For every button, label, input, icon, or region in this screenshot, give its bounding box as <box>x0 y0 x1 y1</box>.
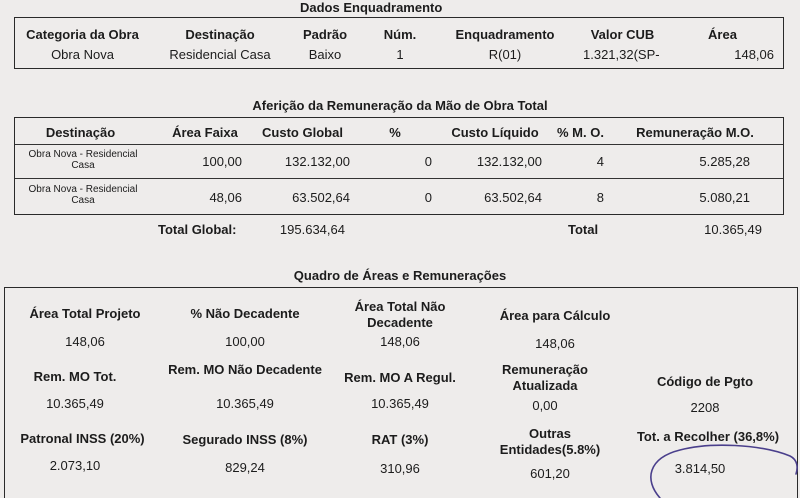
header-padrao: Padrão <box>302 27 348 42</box>
total-global-value: 195.634,64 <box>279 222 345 237</box>
remuneracao-atualizada-value: 0,00 <box>532 398 558 413</box>
tot-recolher-value: 3.814,50 <box>674 461 726 476</box>
value-area: 148,06 <box>734 47 774 62</box>
remuneracao-atualizada-label-line2: Atualizada <box>512 378 578 393</box>
rem-mo-tot-value: 10.365,49 <box>46 396 104 411</box>
row2-custo-global: 63.502,64 <box>292 190 350 205</box>
codigo-pgto-value: 2208 <box>690 400 720 415</box>
segurado-inss-label: Segurado INSS (8%) <box>182 432 308 447</box>
header-destinacao: Destinação <box>185 27 255 42</box>
section-title-afericao: Aferição da Remuneração da Mão de Obra Total <box>252 98 548 113</box>
rem-mo-regul-label: Rem. MO A Regul. <box>344 370 456 385</box>
afericao-header-divider <box>15 144 783 145</box>
header-enquadramento: Enquadramento <box>455 27 555 42</box>
value-destinacao: Residencial Casa <box>169 47 271 62</box>
header-percent: % <box>389 125 401 140</box>
header-custo-liquido: Custo Líquido <box>451 125 539 140</box>
value-num: 1 <box>396 47 404 62</box>
value-padrao: Baixo <box>308 47 342 62</box>
area-calculo-value: 148,06 <box>535 336 575 351</box>
tot-recolher-label: Tot. a Recolher (36,8%) <box>636 429 780 444</box>
header-valor-cub: Valor CUB <box>590 27 655 42</box>
header-categoria-da-obra: Categoria da Obra <box>26 27 139 42</box>
row2-remuneracao-mo: 5.080,21 <box>699 190 750 205</box>
row2-destinacao-line1: Obra Nova - Residencial <box>28 184 138 195</box>
value-categoria-da-obra: Obra Nova <box>51 47 114 62</box>
row1-custo-global: 132.132,00 <box>284 154 350 169</box>
codigo-pgto-label: Código de Pgto <box>656 374 754 389</box>
header-area-faixa: Área Faixa <box>172 125 238 140</box>
rat-value: 310,96 <box>380 461 420 476</box>
nao-decadente-value: 100,00 <box>225 334 265 349</box>
pen-circle-annotation <box>640 440 800 498</box>
rem-mo-tot-label: Rem. MO Tot. <box>33 369 117 384</box>
row2-custo-liquido: 63.502,64 <box>484 190 542 205</box>
area-total-projeto-label: Área Total Projeto <box>29 306 141 321</box>
header-destinacao-2: Destinação <box>45 125 116 140</box>
afericao-row-divider <box>15 178 783 179</box>
row1-custo-liquido: 132.132,00 <box>476 154 542 169</box>
outras-entidades-value: 601,20 <box>530 466 570 481</box>
remuneracao-atualizada-label-line1: Remuneração <box>502 362 588 377</box>
outras-entidades-label-line2: Entidades(5.8%) <box>499 442 601 457</box>
header-remuneracao-mo: Remuneração M.O. <box>636 125 754 140</box>
row1-percent-mo: 4 <box>596 154 604 169</box>
nao-decadente-label: % Não Decadente <box>190 306 300 321</box>
section-title-quadro-areas: Quadro de Áreas e Remunerações <box>293 268 507 283</box>
section-title-dados-enquadramento: Dados Enquadramento <box>300 0 443 15</box>
area-total-nao-decadente-value: 148,06 <box>380 334 420 349</box>
total-label: Total <box>568 222 599 237</box>
area-calculo-label: Área para Cálculo <box>499 308 611 323</box>
row2-percent-mo: 8 <box>596 190 604 205</box>
row2-destinacao-line2: Casa <box>71 195 95 206</box>
area-total-projeto-value: 148,06 <box>65 334 105 349</box>
row1-destinacao-line1: Obra Nova - Residencial <box>28 149 138 160</box>
patronal-inss-value: 2.073,10 <box>49 458 101 473</box>
value-valor-cub: 1.321,32(SP- <box>583 47 660 62</box>
row1-percent: 0 <box>424 154 432 169</box>
row1-area-faixa: 100,00 <box>202 154 242 169</box>
rem-mo-nao-decadente-label: Rem. MO Não Decadente <box>168 362 322 377</box>
outras-entidades-label-line1: Outras <box>529 426 571 441</box>
row1-remuneracao-mo: 5.285,28 <box>699 154 750 169</box>
rem-mo-regul-value: 10.365,49 <box>371 396 429 411</box>
row1-destinacao-line2: Casa <box>71 160 95 171</box>
header-custo-global: Custo Global <box>262 125 343 140</box>
area-total-nao-decadente-label-line1: Área Total Não <box>354 299 446 314</box>
value-enquadramento: R(01) <box>488 47 522 62</box>
row2-area-faixa: 48,06 <box>209 190 242 205</box>
header-num: Núm. <box>383 27 417 42</box>
patronal-inss-label: Patronal INSS (20%) <box>20 431 145 446</box>
total-global-label: Total Global: <box>158 222 237 237</box>
area-total-nao-decadente-label-line2: Decadente <box>367 315 433 330</box>
total-value: 10.365,49 <box>704 222 762 237</box>
row2-percent: 0 <box>424 190 432 205</box>
segurado-inss-value: 829,24 <box>225 460 265 475</box>
header-area: Área <box>708 27 737 42</box>
rem-mo-nao-decadente-value: 10.365,49 <box>216 396 274 411</box>
rat-label: RAT (3%) <box>371 432 429 447</box>
header-percent-mo: % M. O. <box>557 125 604 140</box>
